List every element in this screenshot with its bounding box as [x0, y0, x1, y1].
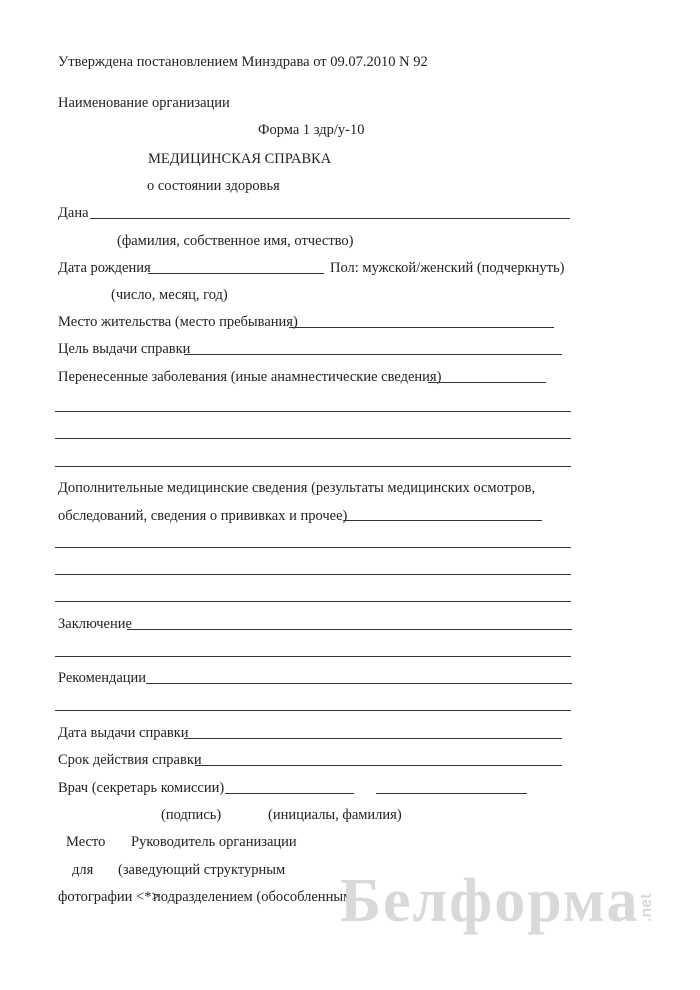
doctor-label: Врач (секретарь комиссии): [58, 780, 225, 796]
additional-info-line-2[interactable]: [55, 574, 571, 575]
additional-info-line-3[interactable]: [55, 601, 571, 602]
diseases-line-1[interactable]: [55, 411, 571, 412]
additional-info-label-line1: Дополнительные медицинские сведения (результаты медицинских осмотров,: [58, 480, 536, 496]
birth-date-field[interactable]: [148, 273, 324, 274]
purpose-field[interactable]: [184, 354, 562, 355]
issued-to-label: Дана: [58, 205, 89, 221]
form-number: Форма 1 здр/у-10: [258, 122, 365, 138]
conclusion-line-2[interactable]: [55, 656, 571, 657]
signature-hint: (подпись): [161, 807, 222, 823]
validity-label: Срок действия справки: [58, 752, 202, 768]
recommendations-field[interactable]: [146, 683, 572, 684]
document-subtitle: о состоянии здоровья: [147, 178, 280, 194]
sex-label: Пол: мужской/женский (подчеркнуть): [330, 260, 565, 276]
conclusion-label: Заключение: [58, 616, 132, 632]
recommendations-line-2[interactable]: [55, 710, 571, 711]
photo-place-line3: фотографии <*>: [58, 889, 160, 905]
watermark-logo: Белформа: [340, 867, 640, 935]
photo-place-line2: для: [72, 862, 94, 878]
document-title: МЕДИЦИНСКАЯ СПРАВКА: [148, 151, 332, 167]
issue-date-label: Дата выдачи справки: [58, 725, 189, 741]
issue-date-field[interactable]: [184, 738, 562, 739]
birth-date-label: Дата рождения: [58, 260, 151, 276]
additional-info-field[interactable]: [343, 520, 542, 521]
additional-info-label-line2: обследований, сведения о прививках и прочее): [58, 508, 348, 524]
diseases-line-3[interactable]: [55, 466, 571, 467]
additional-info-line-1[interactable]: [55, 547, 571, 548]
issued-to-hint: (фамилия, собственное имя, отчество): [117, 233, 354, 249]
initials-hint: (инициалы, фамилия): [268, 807, 402, 823]
issued-to-field[interactable]: [90, 218, 570, 219]
purpose-label: Цель выдачи справки: [58, 341, 191, 357]
organization-name-label: Наименование организации: [58, 95, 230, 111]
watermark-domain: .net: [638, 893, 655, 922]
residence-field[interactable]: [289, 327, 554, 328]
residence-label: Место жительства (место пребывания): [58, 314, 298, 330]
doctor-name-field[interactable]: [376, 793, 527, 794]
diseases-field[interactable]: [428, 382, 546, 383]
approval-text: Утверждена постановлением Минздрава от 09.07.2010 N 92: [58, 54, 428, 70]
recommendations-label: Рекомендации: [58, 670, 147, 686]
conclusion-field[interactable]: [127, 629, 572, 630]
birth-date-hint: (число, месяц, год): [111, 287, 228, 303]
head-of-organization-line2: (заведующий структурным: [118, 862, 286, 878]
head-of-organization-line1: Руководитель организации: [131, 834, 297, 850]
photo-place-line1: Место: [66, 834, 106, 850]
diseases-label: Перенесенные заболевания (иные анамнестические сведения): [58, 369, 442, 385]
diseases-line-2[interactable]: [55, 438, 571, 439]
head-of-organization-line3: подразделением (обособленным: [153, 889, 353, 905]
validity-field[interactable]: [195, 765, 562, 766]
doctor-signature-field[interactable]: [225, 793, 354, 794]
